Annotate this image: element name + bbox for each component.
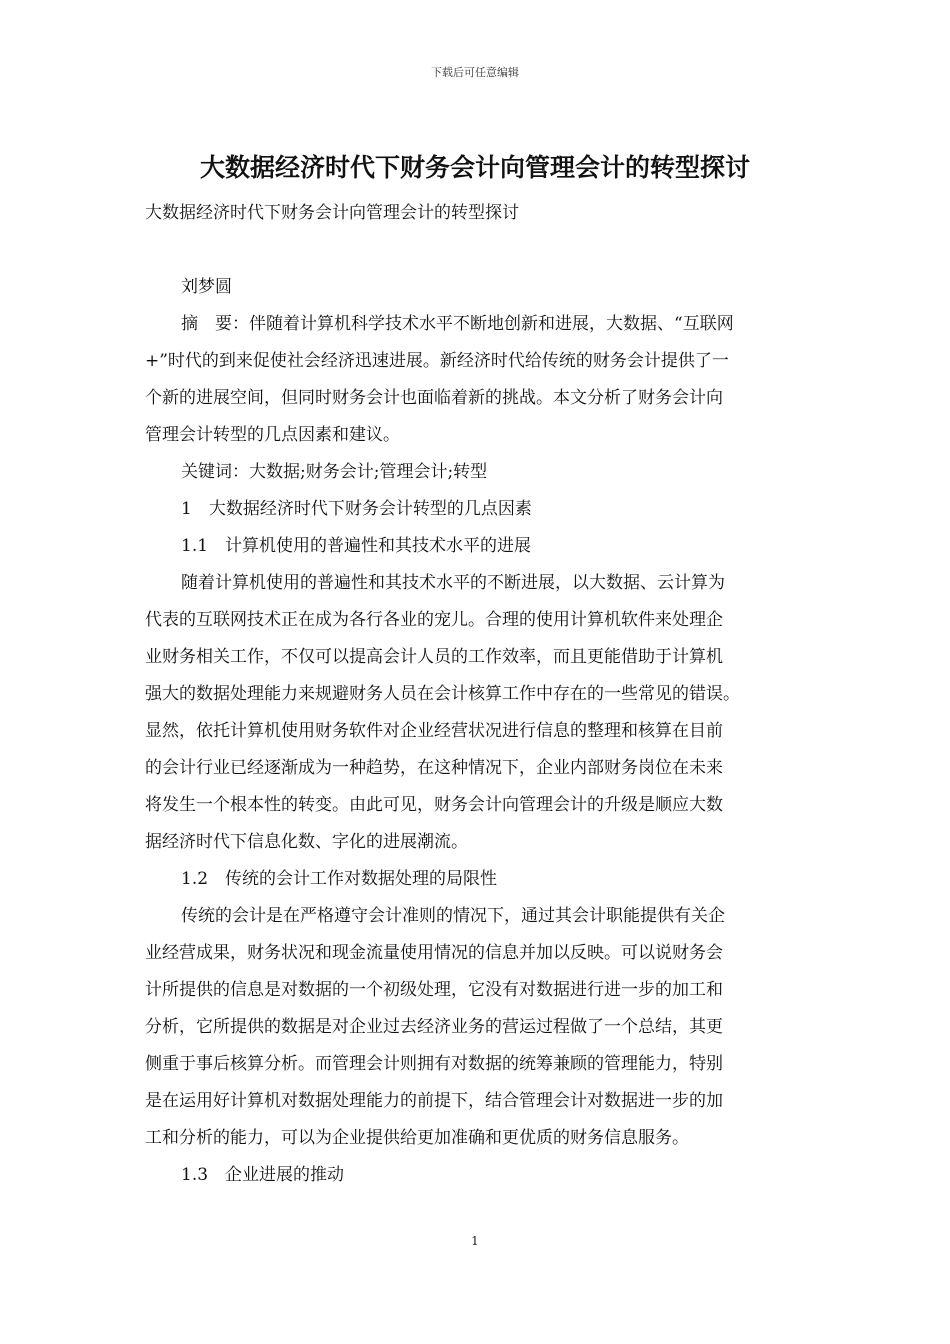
paragraph-line: 分析，它所提供的数据是对企业过去经济业务的营运过程做了一个总结，其更	[145, 1017, 723, 1037]
paragraph-line: 业经营成果，财务状况和现金流量使用情况的信息并加以反映。可以说财务会	[145, 943, 723, 963]
paragraph-line: 将发生一个根本性的转变。由此可见，财务会计向管理会计的升级是顺应大数	[145, 795, 723, 815]
subsection-heading: 1.2 传统的会计工作对数据处理的局限性	[181, 869, 498, 889]
paragraph-line: 工和分析的能力，可以为企业提供给更加准确和更优质的财务信息服务。	[145, 1128, 689, 1148]
subsection-heading: 1.1 计算机使用的普遍性和其技术水平的进展	[181, 536, 532, 556]
paragraph-line: 强大的数据处理能力来规避财务人员在会计核算工作中存在的一些常见的错误。	[145, 684, 740, 704]
paragraph-line: 是在运用好计算机对数据处理能力的前提下，结合管理会计对数据进一步的加	[145, 1091, 723, 1111]
paragraph-line: 业财务相关工作，不仅可以提高会计人员的工作效率，而且更能借助于计算机	[145, 647, 723, 667]
paragraph-line: 据经济时代下信息化数、字化的进展潮流。	[145, 832, 468, 852]
keywords-line: 关键词：大数据;财务会计;管理会计;转型	[181, 462, 488, 482]
author-name: 刘梦圆	[181, 277, 232, 297]
abstract-line: 管理会计转型的几点因素和建议。	[145, 425, 400, 445]
header-note: 下载后可任意编辑	[431, 66, 519, 79]
abstract-line: 摘 要：伴随着计算机科学技术水平不断地创新和进展，大数据、“互联网	[181, 314, 734, 334]
paragraph-line: 侧重于事后核算分析。而管理会计则拥有对数据的统筹兼顾的管理能力，特别	[145, 1054, 723, 1074]
paragraph-line: 传统的会计是在严格遵守会计准则的情况下，通过其会计职能提供有关企	[181, 906, 725, 926]
page-number: 1	[471, 1234, 479, 1248]
blank-line	[145, 232, 807, 269]
abstract-line: 个新的进展空间，但同时财务会计也面临着新的挑战。本文分析了财务会计向	[145, 388, 723, 408]
paragraph-line: 计所提供的信息是对数据的一个初级处理，它没有对数据进行进一步的加工和	[145, 980, 723, 1000]
paragraph-line: 随着计算机使用的普遍性和其技术水平的不断进展，以大数据、云计算为	[181, 573, 725, 593]
abstract-line: +”时代的到来促使社会经济迅速进展。新经济时代给传统的财务会计提供了一	[145, 351, 729, 371]
section-heading: 1 大数据经济时代下财务会计转型的几点因素	[181, 499, 532, 519]
subsection-heading: 1.3 企业进展的推动	[181, 1165, 345, 1185]
subtitle-line: 大数据经济时代下财务会计向管理会计的转型探讨	[145, 203, 519, 223]
document-body	[145, 195, 807, 1194]
document-title: 大数据经济时代下财务会计向管理会计的转型探讨	[199, 153, 750, 182]
paragraph-line: 的会计行业已经逐渐成为一种趋势，在这种情况下，企业内部财务岗位在未来	[145, 758, 723, 778]
paragraph-line: 代表的互联网技术正在成为各行各业的宠儿。合理的使用计算机软件来处理企	[145, 610, 723, 630]
paragraph-line: 显然，依托计算机使用财务软件对企业经营状况进行信息的整理和核算在目前	[145, 721, 723, 741]
